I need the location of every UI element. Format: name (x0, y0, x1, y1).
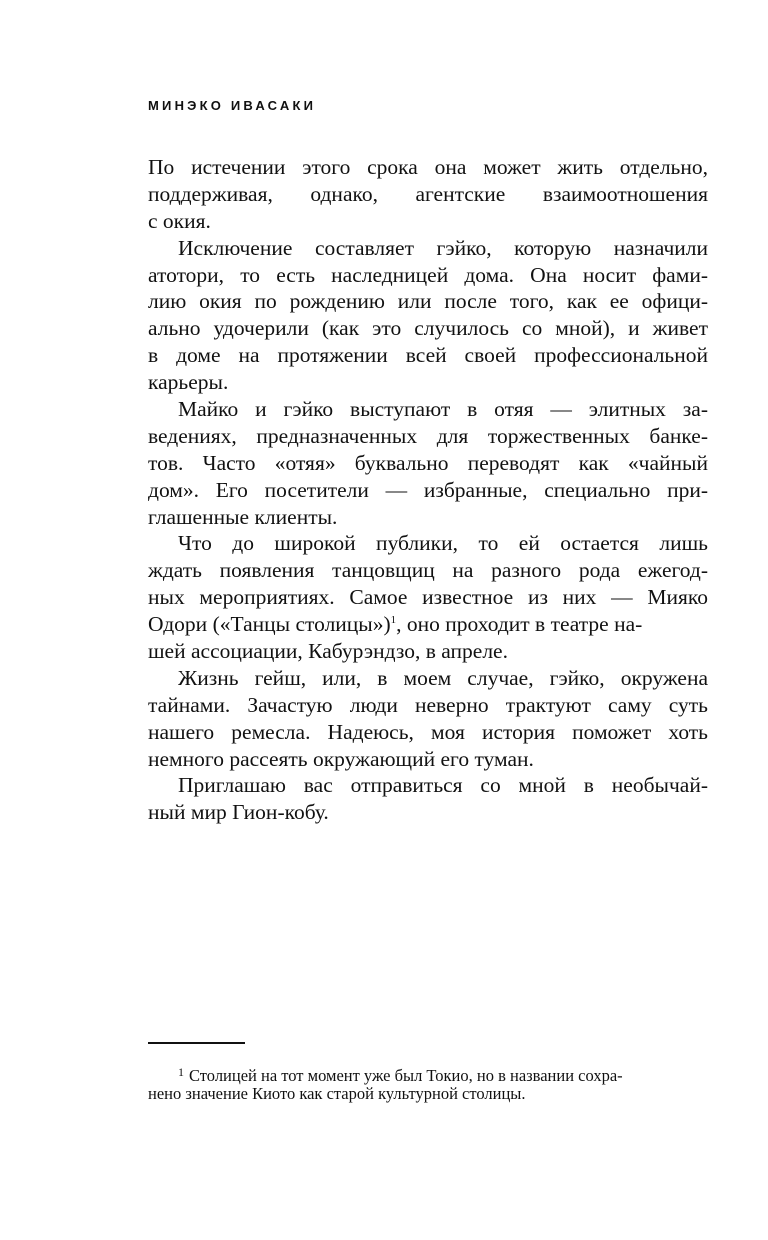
text-fragment (148, 611, 642, 638)
text-line: глашенные клиенты. (148, 504, 338, 529)
text-line: ально удочерили (как это случилось со мной), и живет (148, 316, 708, 341)
text-line: Приглашаю вас отправиться со мной в необычай- (178, 773, 708, 798)
text-line: в доме на протяжении всей своей профессиональной (148, 343, 708, 368)
text-line: ный мир Гион-кобу. (148, 800, 329, 825)
footnote-line (148, 1061, 708, 1083)
text-line: немного рассеять окружающий его туман. (148, 746, 534, 771)
text-line: шей ассоциации, Кабурэндзо, в апреле. (148, 639, 508, 664)
text-line: дом». Его посетители — избранные, специально при- (148, 477, 708, 502)
text-line: с окия. (148, 208, 211, 233)
text-line: ждать появления танцовщиц на разного рода ежегод- (148, 558, 708, 583)
text-fragment: Столицей на тот момент уже был Токио, но в названии сохра- (189, 1066, 623, 1085)
paragraph (148, 530, 708, 664)
paragraph (148, 235, 708, 396)
text-line: карьеры. (148, 370, 229, 395)
paragraph (148, 772, 708, 826)
footnote-line: нено значение Киото как старой культурной столицы. (148, 1084, 526, 1103)
text-line: тов. Часто «отяя» буквально переводят как «чайный (148, 450, 708, 475)
paragraph (148, 665, 708, 773)
text-line: нашего ремесла. Надеюсь, моя история поможет хоть (148, 719, 708, 744)
text-line: ных мероприятиях. Самое известное из них — Мияко (148, 585, 708, 610)
text-fragment: Одори («Танцы столицы») (148, 612, 391, 637)
paragraph (148, 396, 708, 530)
footnote-reference[interactable]: 1 (390, 614, 397, 627)
text-line: атотори, то есть наследницей дома. Она носит фами- (148, 262, 708, 287)
text-line (148, 611, 708, 638)
footnote-divider (148, 1042, 245, 1044)
running-header: МИНЭКО ИВАСАКИ (148, 98, 317, 113)
footnote-marker: 1 (178, 1065, 184, 1079)
text-line: ведениях, предназначенных для торжественных банке- (148, 423, 708, 448)
text-line: лию окия по рождению или после того, как ее офици- (148, 289, 708, 314)
text-line: Что до широкой публики, то ей остается лишь (178, 531, 708, 556)
text-line: поддерживая, однако, агентские взаимоотношения (148, 181, 708, 206)
paragraph (148, 154, 708, 235)
body-text (148, 154, 708, 826)
text-fragment (178, 1061, 623, 1083)
footnote (148, 1061, 708, 1105)
text-line: тайнами. Зачастую люди неверно трактуют саму суть (148, 692, 708, 717)
text-line: По истечении этого срока она может жить отдельно, (148, 155, 708, 179)
text-line: Жизнь гейш, или, в моем случае, гэйко, окружена (178, 665, 708, 690)
text-line: Майко и гэйко выступают в отяя — элитных за- (178, 397, 708, 422)
text-fragment: , оно проходит в театре на- (396, 612, 643, 637)
text-line: Исключение составляет гэйко, которую назначили (178, 235, 708, 260)
